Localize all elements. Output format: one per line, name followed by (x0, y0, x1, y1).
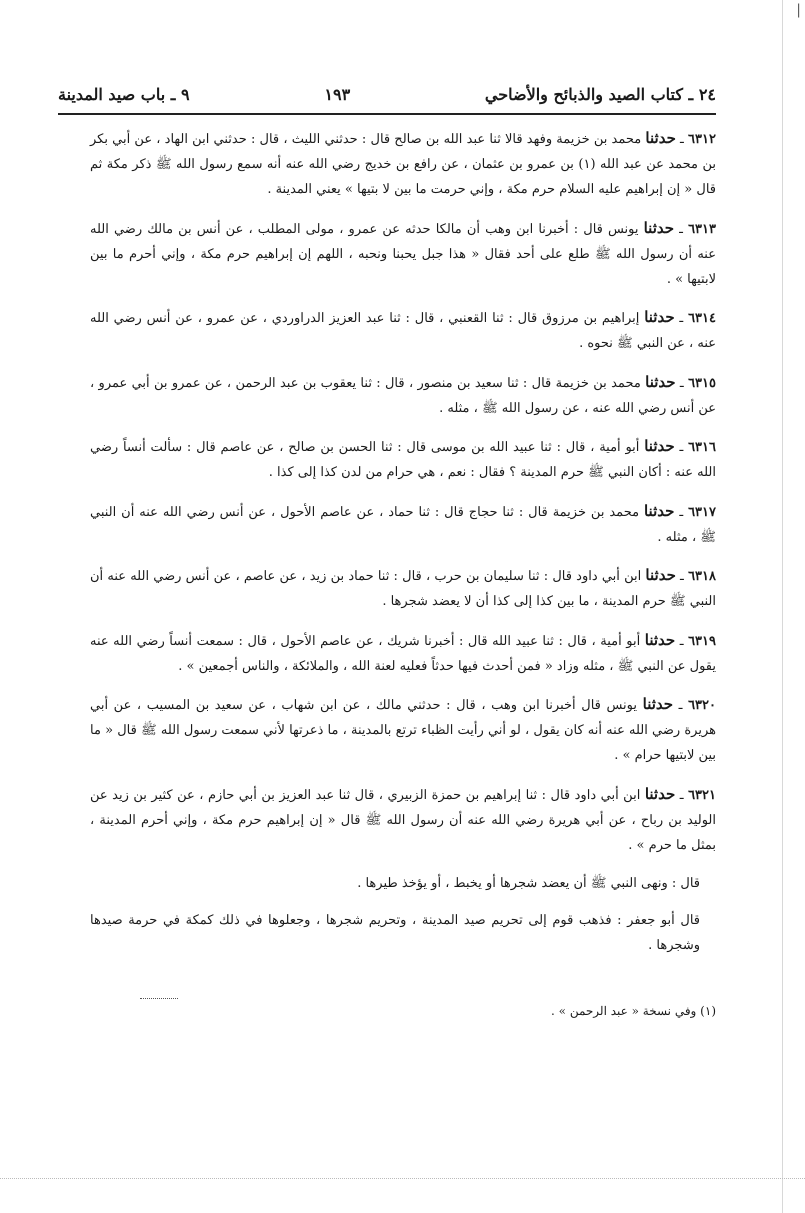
page-body (90, 126, 716, 970)
chapter-title: ٩ ـ باب صيد المدينة (58, 84, 190, 104)
narration-word: حدثنا (644, 308, 675, 326)
book-title: ٢٤ ـ كتاب الصيد والذبائح والأضاحي (484, 84, 716, 104)
hadith-text: أبو أمية ، قال : ثنا عبيد الله بن موسى قال : ثنا الحسن بن صالح ، عن عاصم قال : سألت أنساً رضي الله عنه : أكان النبي ﷺ حرم المدينة ؟ فقال : نعم ، هي حرام من لدن كذا إلى كذا . (90, 440, 716, 480)
page-edge (782, 0, 805, 1213)
hadith-entry: ٦٣١٦ ـ حدثنا أبو أمية ، قال : ثنا عبيد الله بن موسى قال : ثنا الحسن بن صالح ، عن عاصم قال : سألت أنساً رضي الله عنه : أكان النبي ﷺ حرم المدينة ؟ فقال : نعم ، هي حرام من لدن كذا إلى كذا . (90, 437, 716, 480)
hadith-text: محمد بن خزيمة قال : ثنا سعيد بن منصور ، قال : ثنا يعقوب بن عبد الرحمن ، عن عمرو بن أبي عمرو ، عن أنس رضي الله عنه ، عن رسول الله ﷺ ، مثله . (90, 375, 716, 416)
hadith-text: محمد بن خزيمة وفهد قالا ثنا عبد الله بن صالح قال : حدثني الليث ، قال : حدثني ابن الهاد ، عن أبي بكر بن محمد عن عبد الله (١) بن عمرو بن عثمان ، عن رافع بن خديج رضي الله عنه أنه سمع رسول الله ﷺ ذكر مكة ثم قال « إن إبراهيم عليه السلام حرم مكة ، وإني حرمت ما بين لا بتيها » يعني المدينة . (90, 132, 716, 197)
author-commentary: قال أبو جعفر : فذهب قوم إلى تحريم صيد المدينة ، وتحريم شجرها ، وجعلوها في ذلك كمكة في حرمة صيدها وشجرها . (90, 913, 700, 953)
hadith-number: ٦٣١٤ (688, 311, 716, 326)
footnote: (١) وفي نسخة « عبد الرحمن » . (551, 1004, 716, 1018)
hadith-text: إبراهيم بن مرزوق قال : ثنا القعنبي ، قال : ثنا عبد العزيز الدراوردي ، عن عمرو ، عن أنس رضي الله عنه ، عن النبي ﷺ نحوه . (90, 311, 716, 351)
hadith-text: محمد بن خزيمة قال : ثنا حجاج قال : ثنا حماد ، عن عاصم الأحول ، عن أنس رضي الله عنه أن النبي ﷺ ، مثله . (90, 504, 716, 545)
hadith-entry: ٦٣١٤ ـ حدثنا إبراهيم بن مرزوق قال : ثنا القعنبي ، قال : ثنا عبد العزيز الدراوردي ، عن عمرو ، عن أنس رضي الله عنه ، عن النبي ﷺ نحوه . (90, 308, 716, 351)
hadith-number: ٦٣١٣ (688, 221, 716, 237)
hadith-number: ٦٣١٩ (688, 633, 717, 649)
hadith-entry: ٦٣١٨ ـ حدثنا ابن أبي داود قال : ثنا سليمان بن حرب ، قال : ثنا حماد بن زيد ، عن عاصم ، عن أنس رضي الله عنه أن النبي ﷺ حرم المدينة ، ما بين كذا إلى كذا أن لا يعضد شجرها . (90, 566, 716, 609)
hadith-entry: ٦٣٢٠ ـ حدثنا يونس قال أخبرنا ابن وهب ، قال : حدثني مالك ، عن ابن شهاب ، عن سعيد بن المسيب ، عن أبي هريرة رضي الله عنه أنه كان يقول ، لو أني رأيت الظباء ترتع بالمدينة ، ما ذعرتها لأني سمعت رسول الله ﷺ قال « ما بين لابتيها حرام » . (90, 695, 716, 763)
hadith-entry: ٦٣١٢ ـ حدثنا محمد بن خزيمة وفهد قالا ثنا عبد الله بن صالح قال : حدثني الليث ، قال : حدثني ابن الهاد ، عن أبي بكر بن محمد عن عبد الله (١) بن عمرو بن عثمان ، عن رافع بن خديج رضي الله عنه أنه سمع رسول الله ﷺ ذكر مكة ثم قال « إن إبراهيم عليه السلام حرم مكة ، وإني حرمت ما بين لا بتيها » يعني المدينة . (90, 129, 716, 197)
narration-word: حدثنا (642, 695, 674, 713)
narration-word: حدثنا (644, 784, 676, 803)
hadith-text: ابن أبي داود قال : ثنا إبراهيم بن حمزة الزبيري ، قال ثنا عبد العزيز بن أبي حازم ، عن كثير بن زيد عن الوليد بن رباح ، عن أبي هريرة رضي الله عنه أن رسول الله ﷺ قال « إن إبراهيم حرم مكة ، وإني أحرم المدينة ، بمثل ما حرم » . (90, 787, 716, 853)
hadith-text: يونس قال أخبرنا ابن وهب ، قال : حدثني مالك ، عن ابن شهاب ، عن سعيد بن المسيب ، عن أبي هريرة رضي الله عنه أنه كان يقول ، لو أني رأيت الظباء ترتع بالمدينة ، ما ذعرتها لأني سمعت رسول الله ﷺ قال « ما بين لابتيها حرام » . (90, 698, 716, 763)
narration-word: حدثنا (645, 129, 676, 147)
hadith-number: ٦٣٢١ (688, 787, 716, 803)
scan-border-line (0, 1178, 805, 1179)
narration-word: حدثنا (645, 372, 676, 391)
narration-word: حدثنا (644, 630, 676, 649)
hadith-entry: ٦٣١٧ ـ حدثنا محمد بن خزيمة قال : ثنا حجاج قال : ثنا حماد ، عن عاصم الأحول ، عن أنس رضي الله عنه أن النبي ﷺ ، مثله . (90, 501, 716, 545)
closing-note: قال : ونهى النبي ﷺ أن يعضد شجرها أو يخبط ، أو يؤخذ طيرها . (357, 876, 700, 891)
hadith-number: ٦٣١٧ (688, 504, 716, 520)
hadith-number: ٦٣٢٠ (688, 698, 716, 713)
narration-word: حدثنا (643, 501, 675, 520)
corner-mark: | (796, 2, 801, 18)
hadith-text: أبو أمية ، قال : ثنا عبيد الله قال : أخبرنا شريك ، عن عاصم الأحول ، قال : سمعت أنساً رضي الله عنه يقول عن النبي ﷺ ، مثله وزاد « فمن أحدث فيها حدثاً فعليه لعنة الله ، والملائكة ، والناس أجمعين » . (90, 633, 716, 674)
hadith-entry: ٦٣١٥ ـ حدثنا محمد بن خزيمة قال : ثنا سعيد بن منصور ، قال : ثنا يعقوب بن عبد الرحمن ، عن عمرو بن أبي عمرو ، عن أنس رضي الله عنه ، عن رسول الله ﷺ ، مثله . (90, 372, 717, 416)
narration-word: حدثنا (643, 218, 675, 237)
page-header (58, 80, 716, 108)
hadith-text: يونس قال : أخبرنا ابن وهب أن مالكا حدثه عن عمرو ، مولى المطلب ، عن أنس بن مالك رضي الله عنه أن رسول الله ﷺ طلع على أحد فقال « هذا جبل يحبنا ونحبه ، اللهم إن إبراهيم حرم مكة ، وإني أحرم ما بين لابتيها » . (90, 221, 716, 287)
hadith-text: ابن أبي داود قال : ثنا سليمان بن حرب ، قال : ثنا حماد بن زيد ، عن عاصم ، عن أنس رضي الله عنه أن النبي ﷺ حرم المدينة ، ما بين كذا إلى كذا أن لا يعضد شجرها . (90, 569, 716, 609)
narration-word: حدثنا (645, 566, 676, 584)
hadith-entry: ٦٣١٩ ـ حدثنا أبو أمية ، قال : ثنا عبيد الله قال : أخبرنا شريك ، عن عاصم الأحول ، قال : سمعت أنساً رضي الله عنه يقول عن النبي ﷺ ، مثله وزاد « فمن أحدث فيها حدثاً فعليه لعنة الله ، والملائكة ، والناس أجمعين » . (90, 630, 717, 674)
hadith-number: ٦٣١٨ (688, 569, 716, 584)
hadith-number: ٦٣١٦ (688, 440, 716, 455)
footnote-separator (140, 998, 178, 999)
hadith-number: ٦٣١٥ (688, 375, 717, 391)
hadith-entry: ٦٣٢١ ـ حدثنا ابن أبي داود قال : ثنا إبراهيم بن حمزة الزبيري ، قال ثنا عبد العزيز بن أبي حازم ، عن كثير بن زيد عن الوليد بن رباح ، عن أبي هريرة رضي الله عنه أن رسول الله ﷺ قال « إن إبراهيم حرم مكة ، وإني أحرم المدينة ، بمثل ما حرم » . (90, 784, 716, 853)
header-rule (58, 113, 716, 115)
narration-word: حدثنا (644, 437, 675, 455)
page-number: ١٩٣ (324, 84, 351, 104)
hadith-entry: ٦٣١٣ ـ حدثنا يونس قال : أخبرنا ابن وهب أن مالكا حدثه عن عمرو ، مولى المطلب ، عن أنس بن مالك رضي الله عنه أن رسول الله ﷺ طلع على أحد فقال « هذا جبل يحبنا ونحبه ، اللهم إن إبراهيم حرم مكة ، وإني أحرم ما بين لابتيها » . (90, 218, 716, 287)
hadith-number: ٦٣١٢ (688, 132, 716, 147)
